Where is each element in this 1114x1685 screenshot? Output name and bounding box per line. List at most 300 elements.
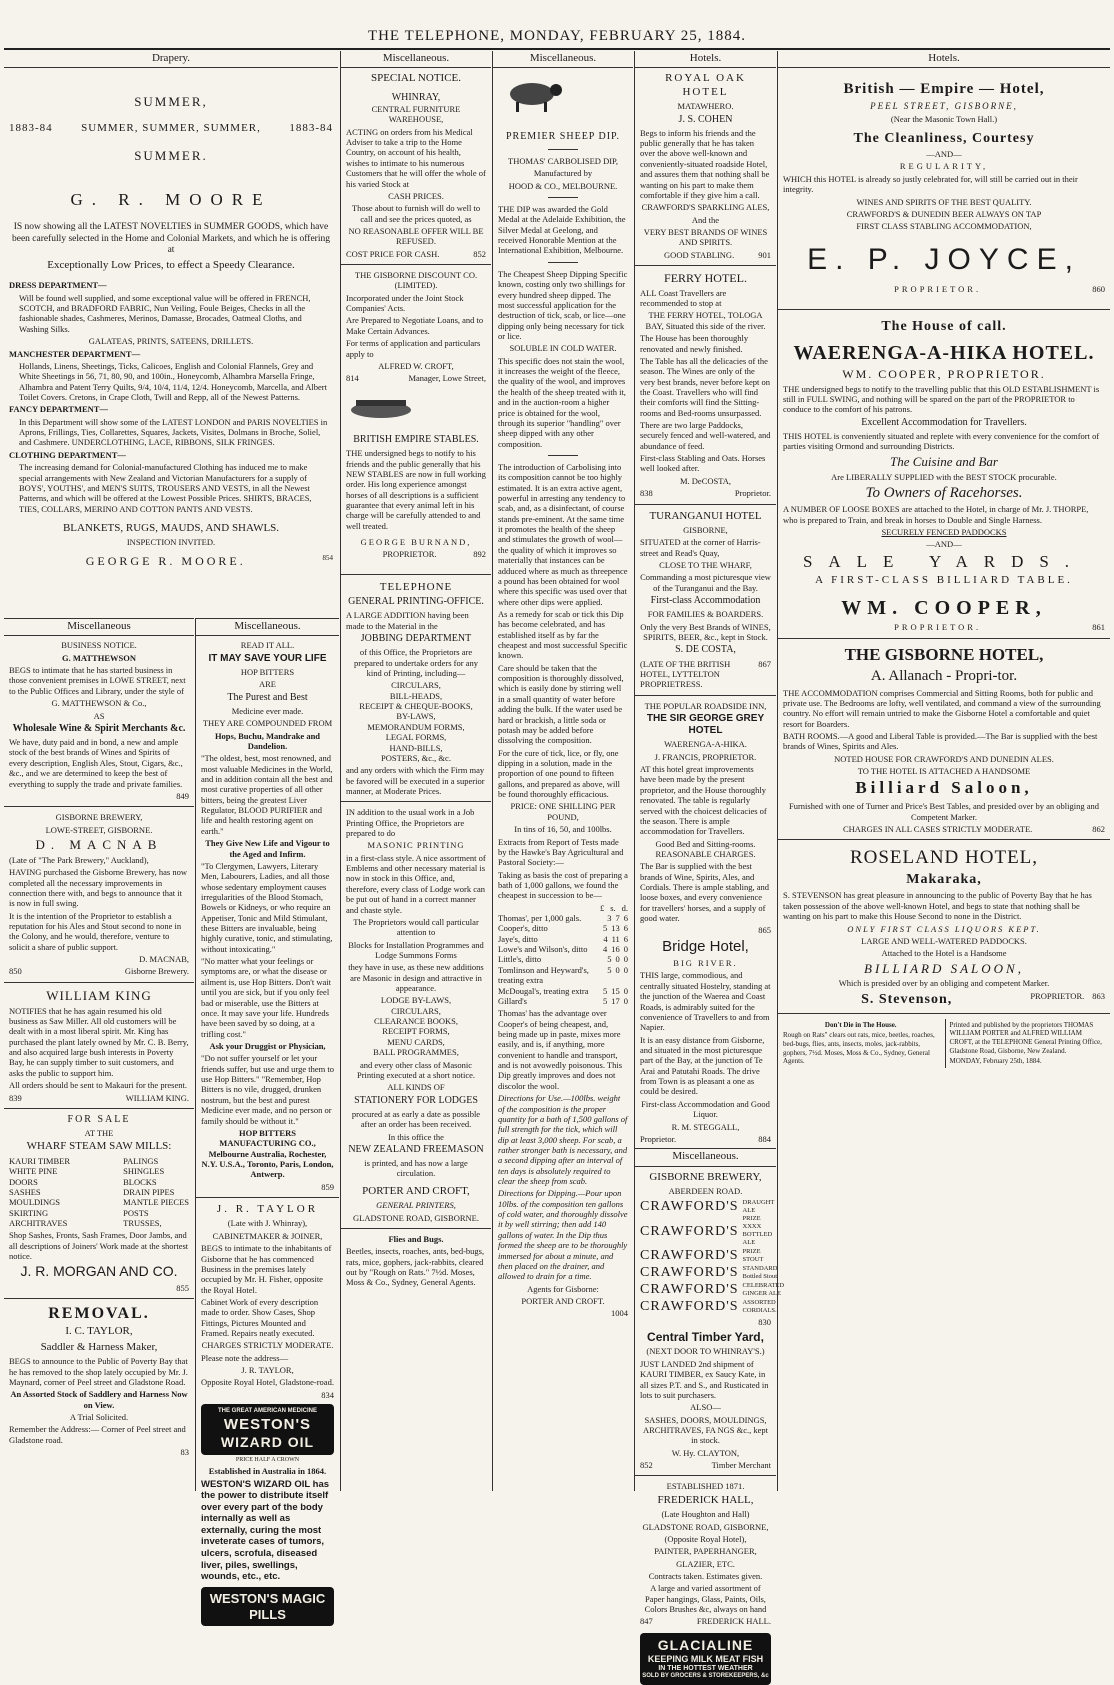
turanganui-role-row — [640, 659, 771, 690]
misc-column-1 — [340, 51, 491, 1491]
hop-sub: HOP BITTERS — [240, 666, 295, 677]
royal-oak-place: MATAWHERO. — [677, 101, 734, 112]
hall-num: 847 — [640, 1616, 653, 1627]
bridge-sign: R. M. STEGGALL, — [671, 1121, 740, 1132]
bridge-num: 884 — [758, 1133, 771, 1144]
waerenga-sale: SALE YARDS. — [802, 551, 1086, 571]
hop-read: READ IT ALL. — [240, 640, 295, 651]
empire-t1: WHICH this HOTEL is already so justly celebrated for, will still be carried out in their integrity. — [783, 173, 1078, 195]
waerenga-t2: THIS HOTEL is conveniently situated and replete with every convenience for the comfort of parties visiting Ormond and surrounding Districts. — [783, 430, 1100, 452]
discount-t3: For terms of application and particulars apply to — [346, 338, 481, 359]
matthewson-name: G. MATTHEWSON — [62, 652, 136, 663]
crawfords-row — [640, 1215, 771, 1247]
ferry-addr: THE FERRY HOTEL, TOLOGA BAY, Situated this side of the river. — [645, 310, 766, 331]
print-item: POSTERS, &c., &c. — [381, 752, 451, 763]
jrtaylor-trade: CABINETMAKER & JOINER, — [212, 1230, 323, 1241]
cost-value: 0 — [623, 964, 628, 975]
print-item: MENU CARDS, — [387, 1036, 445, 1047]
cost-value: 5 — [603, 995, 608, 1006]
matthewson-t2: We have, duty paid and in bond, a new and ample stock of the best brands of Wines and Spirits of every description, English Ales, Stout, Cigars, &c., &c., and we are determined to keep the best of everything to supply the trade and private families. — [9, 737, 183, 789]
royal-oak-stab-row — [640, 250, 771, 260]
roseland-t2: Which is presided over by an obliging and competent Marker. — [838, 978, 1050, 989]
ferry-t4: There are two large Paddocks, securely fenced and well-watered, and abundance of feed. — [640, 420, 771, 451]
cost-label: Tomlinson and Heyward's, treating extra — [498, 964, 589, 986]
wharf-item: SKIRTING — [9, 1207, 49, 1218]
bridge-t1: THIS large, commodious, and centrally situated Hostelry, standing at the junction of the Waerea and Coast Roads, is admirably suited for the convenience of Travellers to and from Napier. — [640, 970, 771, 1033]
discount-t1: Incorporated under the Joint Stock Companies' Acts. — [346, 292, 464, 314]
sheepdip-price: PRICE: ONE SHILLING PER POUND, — [510, 801, 616, 822]
cost-value: 6 — [623, 923, 628, 934]
waerenga-t1: THE undersigned begs to notify to the travelling public that this OLD ESTABLISHMENT is still in FULL SWING, and nothing will be spared on the part of the PROPRIETOR to conduce to the comfort of his patrons. — [783, 383, 1100, 415]
macnab-sign: D. MACNAB, — [139, 954, 189, 965]
cost-value: 13 — [611, 923, 620, 934]
whinray-dealt: Those about to furnish will do well to call and see the prices quoted, as — [351, 203, 481, 224]
king-sign-row — [9, 1093, 189, 1103]
king-t2: All orders should be sent to Makauri for the present. — [9, 1080, 187, 1091]
waerenga-cuisine: The Cuisine and Bar — [890, 453, 998, 469]
crawfords-product: ASSORTED CORDIALS. — [742, 1299, 777, 1314]
wharf-item: PALINGS — [123, 1155, 159, 1166]
glacialine-ad — [640, 1633, 771, 1685]
brewery2-addr: ABERDEEN ROAD. — [668, 1186, 743, 1197]
sheepdip-t9: Taking as basis the cost of preparing a bath of 1,000 gallons, we found the cheapest in succession to be— — [498, 869, 628, 901]
gisborne-hotel-owner: A. Allanach - Propri-tor. — [870, 668, 1018, 685]
porter-croft: PORTER AND CROFT, — [362, 1184, 470, 1197]
waerenga-name: WM. COOPER, — [841, 596, 1047, 619]
flies-title: Flies and Bugs. — [388, 1233, 444, 1244]
hall-glazier: GLAZIER, ETC. — [676, 1558, 735, 1569]
hop-are: ARE — [259, 679, 276, 690]
hop-t2: "To Clergymen, Lawyers, Literary Men, Labourers, Ladies, and all those whose sedentary employment causes irregularities of the Blood Stomach, Bowels or Kidneys, or who require an Appetiser, Tonic and Mild Stimulant, these Bitters are invaluable, being highly curative, tonic, and stimulating, without intoxicating." — [201, 860, 333, 954]
summer-repeat: SUMMER, SUMMER, SUMMER, — [81, 122, 261, 135]
turanganui-role: (LATE OF THE BRITISH HOTEL, LYTTELTON PROPRIETRESS. — [640, 658, 731, 690]
moore-prices: Exceptionally Low Prices, to effect a Speedy Clearance. — [47, 259, 295, 271]
hop-compounded: THEY ARE COMPOUNDED FROM — [202, 718, 333, 729]
wharf-item: KAURI TIMBER — [9, 1155, 70, 1166]
roseland-bill: BILLIARD SALOON, — [864, 960, 1024, 976]
crawfords-brand: CRAWFORD'S — [640, 1282, 739, 1298]
section-header-hotels-1: Hotels. — [635, 51, 776, 68]
wharf-lists — [9, 1156, 189, 1229]
moore-name: G. R. MOORE — [70, 189, 272, 209]
summer-1: SUMMER, — [134, 94, 208, 110]
royal-oak-owner: J. S. COHEN — [678, 113, 733, 125]
macnab-t2: It is the intention of the Proprietor to establish a reputation for his Ales and Stout second to none in the Colony, and he would, therefore, venture to solicit a share of public support. — [9, 910, 182, 952]
print-item: CLEARANCE BOOKS, — [373, 1016, 459, 1027]
waerenga-t4: A NUMBER OF LOOSE BOXES are attached to the Hotel, in charge of Mr. J. THORPE, who is prepared to Train, and break in horses to Double and Single Harness. — [783, 504, 1089, 525]
telephone-t5: in a first-class style. A nice assortment of Emblems and other necessary material is now in stock in this Office, and, therefore, every class of Lodge work can be put out of hand in a correct manner and chaste style. — [346, 852, 486, 915]
removal-trade: Saddler & Harness Maker, — [40, 1340, 158, 1353]
empire-and: —AND— — [926, 149, 962, 160]
crawfords-row — [640, 1198, 775, 1215]
wharf-item: WHITE PINE — [9, 1166, 58, 1177]
crawfords-row — [640, 1298, 777, 1315]
wharf-list-left — [9, 1156, 70, 1229]
whinray-text: ACTING on orders from his Medical Adviser to take a trip to the Home Country, on account of his health, wishes to intimate to his numerous Customers that he will offer the whole of his varied Stock at — [346, 126, 486, 189]
hop-title: IT MAY SAVE YOUR LIFE — [208, 652, 327, 664]
turanganui-fam: FOR FAMILIES & BOARDERS. — [647, 609, 764, 620]
macnab-late: (Late of "The Park Brewery," Auckland), — [9, 854, 149, 865]
removal-title: REMOVAL. — [48, 1304, 150, 1322]
masthead-rule — [4, 48, 1110, 50]
cost-value: 17 — [611, 995, 620, 1006]
westons-est: Established in Australia in 1864. — [208, 1466, 327, 1477]
galateas: GALATEAS, PRINTS, SATEENS, DRILLETS. — [88, 336, 254, 347]
telephone-t6: The Proprietors would call particular attention to — [353, 916, 479, 938]
gisborne-hotel-att: TO THE HOTEL IS ATTACHED A HANDSOME — [857, 766, 1031, 777]
cost-value: 15 — [611, 985, 620, 996]
cost-table — [498, 903, 628, 1007]
empire-stab: FIRST CLASS STABLING ACCOMMODATION, — [856, 221, 1032, 232]
gisborne-hotel-charges-row — [783, 824, 1105, 834]
hall-t2: A large and varied assortment of Paper hangings, Glass, Paints, Oils, Colors Brushes &c, always on hand — [644, 1583, 767, 1615]
roseland-liq: ONLY FIRST CLASS LIQUORS KEPT. — [847, 923, 1041, 934]
grey-t2: Good Bed and Sitting-rooms. REASONABLE CHARGES. — [655, 838, 756, 859]
hall-sign: FREDERICK HALL. — [696, 1616, 771, 1627]
waerenga-title: WAERENGA-A-HIKA HOTEL. — [793, 341, 1095, 364]
telephone-t10: procured at as early a date as possible after an order has been received. — [351, 1108, 481, 1130]
hop-num: 859 — [321, 1181, 334, 1192]
misc-column-4 — [195, 618, 339, 1622]
jrtaylor-sign: J. R. TAYLOR, — [241, 1365, 294, 1376]
grey-road: THE POPULAR ROADSIDE INN, — [644, 700, 767, 711]
discount-t2: Are Prepared to Negotiate Loans, and to Make Certain Advances. — [346, 315, 484, 336]
matthewson-as: AS — [93, 710, 105, 721]
westons-banner: THE GREAT AMERICAN MEDICINE — [218, 1408, 317, 1415]
jrtaylor-addr: Opposite Royal Hotel, Gladstone-road. — [201, 1377, 334, 1388]
hall-addr: GLADSTONE ROAD, GISBORNE, — [642, 1521, 769, 1532]
sheepdip-t1: THE DIP was awarded the Gold Medal at the Adelaide Exhibition, the Silver Medal at Geelong, and received Honorable Mention at the International Exhibition, Melbourne. — [498, 204, 626, 256]
print-items-2 — [346, 995, 486, 1057]
section-header-drapery: Drapery. — [4, 51, 338, 68]
wharf-item: ARCHITRAVES — [9, 1218, 68, 1228]
print-items-1 — [346, 680, 486, 763]
empire-name: E. P. JOYCE, — [807, 242, 1081, 276]
discount-role: Manager, Lowe Street, — [408, 373, 486, 384]
cost-value: 0 — [623, 995, 628, 1006]
moore-intro: IS now showing all the LATEST NOVELTIES in SUMMER GOODS, which have been carefully selected in the Home and Colonial Markets, and which he is offering at — [12, 222, 330, 256]
removal-assort: An Assorted Stock of Saddlery and Harness Now on View. — [10, 1389, 188, 1410]
cost-label: Thomas', per 1,000 gals. — [498, 913, 582, 924]
telephone-t2: of this Office, the Proprietors are prepared to undertake orders for any kind of Printing, including— — [354, 647, 478, 678]
crawfords-product: DRAUGHT ALE — [742, 1199, 775, 1214]
westons-t1: WESTON'S WIZARD OIL has the power to distribute itself over every part of the body internally as well as externally, curing the most inveterate cases of tumors, ulcers, scrofula, diseased liver, piles, swellings, wounds, etc., etc. — [201, 1478, 330, 1583]
wharf-item: POSTS — [123, 1207, 149, 1218]
footer-left — [783, 1019, 939, 1068]
turanganui-acc: First-class Accommodation — [650, 595, 761, 607]
royal-oak-num: 901 — [758, 249, 771, 260]
print-item: RECEIPT FORMS, — [382, 1026, 450, 1037]
westons-name: WESTON'S — [223, 1415, 312, 1433]
wharf-sale: FOR SALE — [67, 1113, 131, 1125]
cost-value: 0 — [623, 985, 628, 996]
timber-sub: (NEXT DOOR TO WHINRAY'S.) — [646, 1346, 765, 1357]
telephone-jobbing: JOBBING DEPARTMENT — [360, 633, 472, 645]
turanganui-t1: SITUATED at the corner of Harris-street and Read's Quay, — [640, 537, 761, 558]
wharf-title: WHARF STEAM SAW MILLS: — [26, 1140, 172, 1153]
waerenga-role: PROPRIETOR. — [894, 622, 982, 633]
cost-label: Lowe's and Wilson's, ditto — [498, 944, 588, 955]
cost-label: Cooper's, ditto — [498, 923, 548, 934]
brewery2-num: 830 — [758, 1317, 771, 1328]
empire-num: 860 — [1092, 284, 1105, 295]
sheepdip-mfg: Manufactured by — [533, 168, 593, 179]
royal-oak-ale: CRAWFORD'S SPARKLING ALES, — [641, 202, 770, 213]
cost-value: 0 — [623, 954, 628, 965]
cost-table-head — [498, 903, 628, 913]
timber-num: 852 — [640, 1460, 653, 1471]
wharf-item: MANTLE PIECES — [123, 1197, 189, 1208]
wharf-item: SHINGLES — [123, 1166, 165, 1177]
royal-oak-wines: VERY BEST BRANDS OF WINES AND SPIRITS. — [643, 227, 768, 248]
cost-label: McDougal's, treating extra — [498, 985, 589, 996]
hop-give: They Give New Life and Vigour to the Aged and Infirm. — [205, 838, 330, 859]
whinray-cost: COST PRICE FOR CASH. — [346, 248, 440, 259]
hop-purest: The Purest and Best — [227, 691, 308, 703]
crawfords-product: CELEBRATED GINGER ALE — [742, 1281, 785, 1297]
sheepdip-t8: Extracts from Report of Tests made by the Hawke's Bay Agricultural and Pastoral Society:— — [498, 836, 624, 868]
bridge-role-row — [640, 1134, 771, 1144]
wharf-t1: Shop Sashes, Fronts, Sash Frames, Door Jambs, and all descriptions of Joiners' Work made at the shortest notice. — [9, 1230, 189, 1262]
roseland-role: PROPRIETOR. — [1030, 990, 1085, 1001]
telephone-t9: and every other class of Masonic Printing executed at a short notice. — [356, 1059, 476, 1080]
ferry-num: 838 — [640, 488, 653, 499]
footer-date: MONDAY, February 25th, 1884. — [949, 1057, 1042, 1066]
removal-trial: A Trial Solicited. — [69, 1412, 129, 1422]
wharf-item: DRAIN PIPES — [123, 1186, 175, 1197]
misc-column-2 — [492, 51, 633, 1491]
sheepdip-t11: Directions for Use.—100lbs. weight of the composition is the proper quantity for a bath of 1,500 gallons of full strength for the tick, which will dip at least 3,000 sheep. For scab, a rather stronger bath is necessary, and a second dipping after an interval of ten days is absolutely required to clear the sheep from scab. — [498, 1093, 628, 1187]
sheepdip-t10: Thomas' has the advantage over Cooper's of being cheapest, and, being made up in paste, mixes more easily, and is, if anything, more convenient to handle and transport, and is not avowedly poisonous. This Dip greatly improves and does not discolor the wool. — [498, 1008, 623, 1091]
roseland-padd: LARGE AND WELL-WATERED PADDOCKS. — [861, 935, 1027, 946]
discount-role-row — [346, 373, 486, 383]
clothing-heading: CLOTHING DEPARTMENT— — [9, 449, 126, 460]
cost-value: 6 — [623, 913, 628, 924]
special-notice: SPECIAL NOTICE. — [370, 72, 462, 85]
sheepdip-t5: As a remedy for scab or tick this Dip has become celebrated, and has established itself as by far the cheapest and most successful Specific known. — [498, 608, 628, 661]
jrtaylor-note: Please note the address— — [201, 1352, 289, 1363]
matthewson-t1: BEGS to intimate that he has started business in those convenient premises in LOWE STREET, next to the Public Offices and Library, under the style of — [9, 665, 186, 696]
hall-est: ESTABLISHED 1871. — [666, 1481, 745, 1492]
empire-near: (Near the Masonic Town Hall.) — [890, 113, 998, 124]
matthewson-trade: Wholesale Wine & Spirit Merchants &c. — [12, 722, 186, 734]
hop-med: Medicine ever made. — [231, 705, 304, 716]
glacialine-weather: IN THE HOTTEST WEATHER — [658, 1664, 753, 1672]
print-item: CIRCULARS, — [391, 1005, 441, 1016]
print-item: BY-LAWS, — [396, 711, 436, 722]
waerenga-role-row — [783, 622, 1105, 632]
ferry-role-row — [640, 488, 771, 498]
whinray-sub: CENTRAL FURNITURE WAREHOUSE, — [371, 104, 461, 125]
removal-remember: Remember the Address:— Corner of Peel street and Gladstone road. — [9, 1424, 186, 1445]
telephone-t8: they have in use, as these new additions are Masonic in design and attractive in appearance. — [348, 962, 484, 994]
roseland-t1: S. STEVENSON has great pleasure in announcing to the public of Poverty Bay that he has taken possession of the above well-known Hotel, and begs to state that nothing shall be wanting on his part to make this House Second to none in the District. — [783, 890, 1092, 922]
cost-row — [498, 923, 628, 933]
wharf-item: BLOCKS — [123, 1176, 157, 1187]
telephone-t11: In this office the — [388, 1131, 444, 1142]
stables-role: PROPRIETOR. — [382, 549, 437, 560]
manchester-heading: MANCHESTER DEPARTMENT— — [9, 348, 141, 359]
telephone-t7: Blocks for Installation Programmes and Lodge Summons Forms — [348, 939, 484, 960]
removal-num: 83 — [180, 1447, 189, 1458]
gisborne-hotel-num: 862 — [1092, 823, 1105, 834]
dress-heading: DRESS DEPARTMENT— — [9, 280, 107, 291]
cost-col-head: £ — [599, 902, 605, 913]
hop-t1: "The oldest, best, most renowned, and most valuable Medicines in the World, and in addition contain all the best and most curative properties of all other bitters, being the greatest Liver Regulator, BLOOD PURIFIER and life and health restoring agent on earth." — [201, 753, 333, 836]
wharf-num: 855 — [176, 1282, 189, 1293]
hall-opp: (Opposite Royal Hotel), — [664, 1533, 747, 1544]
dress-text: Will be found well supplied, and some exceptional value will be offered in FRENCH, SCOTCH, and BRADFORD FABRIC, Nun Veiling, Foule Beiges, Checks in all the fashionable shades, Cashmeres, Merinos, Damasse, Brocades, Oatmeal Cloths, and Washing Silks. — [19, 292, 311, 334]
grey-owner: J. FRANCIS, PROPRIETOR. — [654, 751, 757, 762]
waerenga-call: The House of call. — [881, 318, 1007, 334]
cost-value: 16 — [611, 944, 620, 955]
royal-oak-and: And the — [691, 214, 720, 225]
ferry-t1: ALL Coast Travellers are recommended to stop at — [640, 287, 727, 309]
crawfords-brand: CRAWFORD'S — [640, 1248, 739, 1264]
all-kinds: ALL KINDS OF — [387, 1082, 445, 1093]
roseland-sign-row — [783, 991, 1105, 1008]
whinray-name: WHINRAY, — [391, 91, 441, 103]
timber-t1: JUST LANDED 2nd shipment of KAURI TIMBER, ex Saucy Kate, in all sizes P.T. and S., and Rusticated in lots to suit purchasers. — [640, 1358, 769, 1400]
hall-sign-row — [640, 1616, 771, 1626]
moore-sign-row — [9, 554, 333, 569]
king-num: 839 — [9, 1092, 22, 1103]
jrtaylor-t1: BEGS to intimate to the inhabitants of Gisborne that he has commenced Business in the premises lately occupied by Mr. H. Fisher, opposite the Royal Hotel. — [201, 1243, 332, 1295]
bridge-title: Bridge Hotel, — [662, 937, 749, 955]
westons-wizard-ad — [201, 1404, 334, 1455]
crawfords-product: PRIZE STOUT — [742, 1247, 764, 1263]
crawfords-brand: CRAWFORD'S — [640, 1223, 739, 1239]
bridge-t3: First-class Accommodation and Good Liquor. — [641, 1098, 770, 1120]
empire-wines: WINES AND SPIRITS OF THE BEST QUALITY. — [856, 196, 1032, 207]
crawfords-list — [640, 1198, 785, 1315]
cost-label: Gillard's — [498, 995, 527, 1006]
hall-late: (Late Houghton and Hall) — [661, 1509, 750, 1520]
timber-sign: W. Hy. CLAYTON, — [671, 1447, 740, 1458]
print-item: LEGAL FORMS, — [385, 732, 447, 743]
ferry-t3: The Table has all the delicacies of the season. The Wines are only of the very best brands, never before kept on the Coast. Travellers who will find their comforts will find the Sitting-rooms and Bed-rooms unsurpassed. — [640, 355, 771, 418]
removal-t1: BEGS to announce to the Public of Poverty Bay that he has removed to the shop lately occupied by Mr. J. Maynard, corner of Peel street and Gladstone Road. — [9, 1356, 188, 1387]
westons-pills-ad: WESTON'S MAGIC PILLS — [201, 1587, 334, 1627]
matthewson-num: 849 — [176, 790, 189, 801]
telephone-t3: and any orders with which the Firm may be favored will be executed in a superior manner, at Moderate Prices. — [346, 765, 485, 796]
years-left: 1883-84 — [9, 122, 53, 135]
whinray-cash: CASH PRICES. — [388, 190, 444, 201]
telephone-t12: is printed, and has now a large circulation. — [364, 1158, 468, 1179]
cost-label: Jaye's, ditto — [498, 933, 538, 944]
hotels-column-1 — [634, 51, 785, 1680]
inspection: INSPECTION INVITED. — [126, 537, 216, 548]
jrtaylor-charges: CHARGES STRICTLY MODERATE. — [201, 1340, 334, 1351]
discount-title: THE GISBORNE DISCOUNT CO. (LIMITED). — [354, 270, 478, 291]
sheepdip-t7: For the cure of tick, lice, or fly, one dipping in a solution, made in the proportion of one pound to fifteen gallons, and prepared as above, will be found thoroughly efficacious. — [498, 747, 621, 800]
sheepdip-maker: HOOD & CO., MELBOURNE. — [508, 180, 618, 191]
bridge-role: Proprietor. — [640, 1133, 677, 1144]
ferry-role: Proprietor. — [734, 488, 771, 499]
grey-title: THE SIR GEORGE GREY HOTEL — [646, 712, 765, 737]
jrtaylor-num: 834 — [321, 1389, 334, 1400]
cost-value: 5 — [603, 923, 608, 934]
hop-t3: "No matter what your feelings or symptoms are, or what the disease or ailment is, use Hop Bitters. Don't wait until you are sick, but if you only feel bad or miserable, use the Bitters at once. It may save your life. Hundreds have been saved by so doing, at a trifling cost." — [201, 956, 331, 1039]
wharf-at: AT THE — [84, 1128, 114, 1139]
bridge-t2: It is an easy distance from Gisborne, and situated in the most picturesque part of the Bay, at the junction of Te Arai and Patutahi Roads. The drive from Town is as pleasant a one as could be desired. — [640, 1034, 765, 1097]
print-item: BALL PROGRAMMES, — [373, 1047, 459, 1058]
grey-place: WAERENGA-A-HIKA. — [664, 739, 747, 750]
footer-die-text: Rough on Rats" clears out rats, mice, beetles, roaches, bed-bugs, flies, ants, insects, moles, jack-rabbits, gophers, 7½d. Moses, Moss & Co., Sydney, General Agents. — [783, 1031, 935, 1066]
section-header-hotels-2: Hotels. — [778, 51, 1110, 68]
sheepdip-t12: Directions for Dipping.—Pour upon 10lbs. of the composition ten gallons of cold water, and thoroughly dissolve it by well stirring; then add 140 gallons of water. In the Dip thus formed the sheep are to be thoroughly immersed for about a minute, and then placed on the drainer, and allowed to drain for a time. — [498, 1188, 628, 1282]
ferry-t2: The House has been thoroughly renovated and newly finished. — [640, 333, 749, 354]
moore-signature: GEORGE R. MOORE. — [85, 553, 246, 568]
telephone-t4: IN addition to the usual work in a Job Printing Office, the Proprietors are prepared to do — [346, 807, 475, 839]
jrtaylor-late: (Late with J. Whinray), — [227, 1218, 308, 1229]
flies-text: Beetles, insects, roaches, ants, bed-bugs, rats, mice, gophers, jack-rabbits, cleared out by "Rough on Rats." 7½d. Moses, Moss & Co., Sydney, General Agents. — [346, 1246, 485, 1288]
hall-t1: Contracts taken. Estimates given. — [648, 1570, 763, 1581]
gisborne-hotel-t2: BATH ROOMS.—A good and Liberal Table is provided.—The Bar is supplied with the best brands of Wines, Spirits and Ales. — [783, 730, 1098, 752]
macnab-role-row — [9, 966, 189, 976]
jrtaylor-t2: Cabinet Work of every description made to order. Show Cases, Shop Fittings, Pictures Mounted and Framed. Repairs neatly executed. — [201, 1296, 319, 1339]
cost-row — [498, 913, 628, 923]
hall-trade: PAINTER, PAPERHANGER, — [654, 1546, 757, 1557]
cost-row — [498, 944, 628, 954]
sheepdip-t2: The Cheapest Sheep Dipping Specific known, costing only two shillings for every hundred sheep dipped. The most successful application for the destruction of tick, scab, or lice—one dipping only being necessary for tick or lice. — [498, 268, 628, 341]
empire-beer: CRAWFORD'S & DUNEDIN BEER ALWAYS ON TAP — [846, 208, 1042, 219]
bridge-place: BIG RIVER. — [673, 958, 738, 969]
roseland-name: S. Stevenson, — [861, 991, 953, 1007]
cost-row — [498, 986, 628, 996]
print-item: BILL-HEADS, — [389, 690, 443, 701]
cost-row — [498, 934, 628, 944]
sheepdip-title: PREMIER SHEEP DIP. — [505, 130, 621, 142]
macnab-role: Gisborne Brewery. — [124, 966, 189, 977]
stables-num: 892 — [473, 549, 486, 560]
hop-t4: "Do not suffer yourself or let your friends suffer, but use and urge them to use Hop Bitters." "Remember, Hop Bitters is no vile, drugged, drunken nostrum, but the best and purest Medicine ever made, and no person or family should be without it." — [201, 1053, 334, 1126]
westons-wizard: WIZARD OIL — [220, 1433, 315, 1450]
telephone-title: TELEPHONE — [379, 580, 453, 593]
print-item: RECEIPT & CHEQUE-BOOKS, — [359, 701, 473, 712]
cost-col-head: s. — [610, 902, 616, 913]
section-header-misc-5: Miscellaneous. — [635, 1148, 776, 1166]
drapery-column — [4, 51, 338, 611]
footer-right — [945, 1019, 1106, 1068]
cost-value: 0 — [623, 944, 628, 955]
waerenga-billiard: A FIRST-CLASS BILLIARD TABLE. — [815, 574, 1073, 587]
whinray-refused: NO REASONABLE OFFER WILL BE REFUSED. — [348, 225, 484, 247]
glacialine-sold: SOLD BY GROCERS & STOREKEEPERS, &c — [642, 1673, 769, 1680]
clothing-text: The increasing demand for Colonial-manufactured Clothing has induced me to make special arrangements with New Zealand and Victorian Manufacturers for a supply of BOYS', YOUTHS', and MEN'S SUITS, TROUSERS AND VESTS, in all the Newest Patterns, and which will be offered at the Lowest Possible Prices. SHIRTS, BRACES, TIES, COLLARS, MERINO AND COTTON PANTS AND VESTS. — [19, 462, 312, 514]
stables-title: BRITISH EMPIRE STABLES. — [353, 433, 479, 445]
wharf-name: J. R. MORGAN AND CO. — [20, 1263, 178, 1280]
section-header-misc-3: Miscellaneous — [4, 619, 194, 636]
waerenga-and: —AND— — [926, 539, 962, 550]
removal-name: I. C. TAYLOR, — [65, 1325, 133, 1338]
king-t1: NOTIFIES that he has again resumed his old business as Saw Miller. All old customers will be dealt with in a most liberal spirit. Mr. King has purchased the plant lately owned by Mr. C. B. Berry, and also acquired large bush interests in Poverty Bay, he can supply timber to suit customers, and asks the public to support him. — [9, 1005, 189, 1078]
discount-num: 814 — [346, 373, 359, 384]
king-sign: WILLIAM KING. — [125, 1092, 189, 1103]
roseland-att: Attached to the Hotel is a Handsome — [881, 948, 1007, 959]
cost-value: 5 — [603, 985, 608, 996]
macnab-loc: LOWE-STREET, GISBORNE. — [45, 824, 153, 835]
royal-oak-t1: Begs to inform his friends and the public generally that he has taken over the above well-known and conveniently-situated roadside Hotel, and assures them that nothing shall be wanting on his part to make them comfortable if they give him a call. — [640, 127, 770, 200]
brewery2-title: GISBORNE BREWERY, — [649, 1170, 762, 1183]
crawfords-row — [640, 1264, 778, 1281]
turanganui-title: TURANGANUI HOTEL — [649, 509, 762, 522]
sheepdip-pc: PORTER AND CROFT. — [521, 1295, 605, 1306]
turanganui-sign: S. DE COSTA, — [675, 644, 736, 656]
gisborne-hotel-saloon: Billiard Saloon, — [855, 778, 1033, 798]
hotels-column-2 — [777, 51, 1110, 1491]
waerenga-num: 861 — [1092, 622, 1105, 633]
